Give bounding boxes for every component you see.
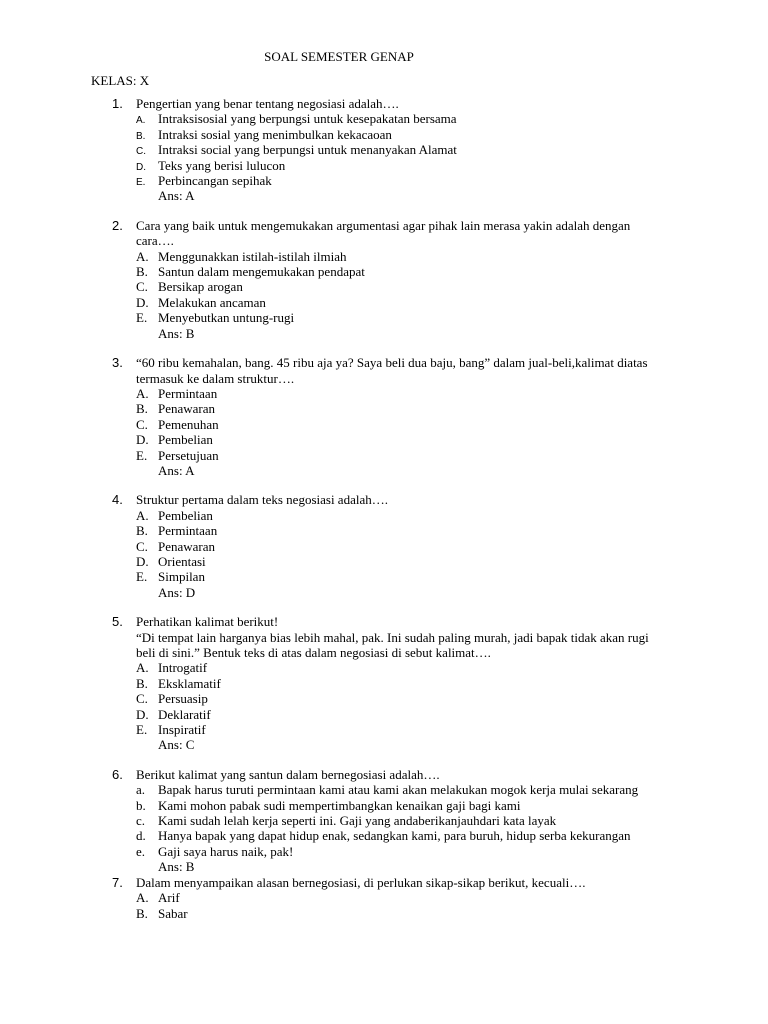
option-list [0, 111, 768, 188]
question-text: Perhatikan kalimat berikut! [136, 614, 279, 630]
answer-key: Ans: D [158, 584, 196, 600]
question-3 [0, 355, 768, 478]
option-letter: E. [136, 447, 148, 463]
option-item [0, 279, 768, 294]
option-item [0, 828, 768, 843]
option-text: Bersikap arogan [158, 279, 243, 295]
question-number: 1. [112, 96, 123, 111]
answer-key: Ans: B [158, 325, 195, 341]
option-text: Melakukan ancaman [158, 294, 266, 310]
option-item [0, 813, 768, 828]
option-letter: B. [136, 905, 148, 921]
question-quote: “Di tempat lain harganya bias lebih mahal, pak. Ini sudah paling murah, jadi bapak tidak akan rugi beli di sini.” Bentuk teks di atas dalam negosiasi di sebut kalimat…. [136, 629, 649, 660]
option-item [0, 782, 768, 797]
option-item [0, 798, 768, 813]
option-text: Persetujuan [158, 447, 219, 463]
option-text: Bapak harus turuti permintaan kami atau kami akan melakukan mogok kerja mulai sekarang [158, 782, 639, 798]
option-letter: C. [136, 691, 148, 707]
option-text: Sabar [158, 905, 188, 921]
option-item [0, 432, 768, 447]
option-item [0, 523, 768, 538]
answer-key: Ans: A [158, 462, 195, 478]
option-letter: B. [136, 523, 148, 539]
option-letter: B. [136, 401, 148, 417]
option-letter: C. [136, 538, 148, 554]
option-text: Menyebutkan untung-rugi [158, 310, 295, 326]
option-text: Intraksi sosial yang menimbulkan kekacaoan [158, 126, 392, 142]
option-text: Kami mohon pabak sudi mempertimbangkan kenaikan gaji bagi kami [158, 797, 521, 813]
option-text: Permintaan [158, 385, 218, 401]
option-item [0, 676, 768, 691]
option-text: Intraksi social yang berpungsi untuk menanyakan Alamat [158, 142, 457, 158]
option-letter: B. [136, 130, 146, 142]
option-item [0, 844, 768, 859]
question-6 [0, 767, 768, 875]
option-text: Arif [158, 890, 180, 906]
option-item [0, 401, 768, 416]
option-letter: C. [136, 416, 148, 432]
option-text: Penawaran [158, 401, 216, 417]
option-letter: A. [136, 248, 149, 264]
option-text: Persuasip [158, 691, 208, 707]
option-text: Simpilan [158, 569, 205, 585]
question-2 [0, 218, 768, 341]
option-item [0, 448, 768, 463]
class-label: KELAS: X [91, 73, 150, 88]
option-list [0, 890, 768, 921]
question-text: “60 ribu kemahalan, bang. 45 ribu aja ya? Saya beli dua baju, bang” dalam jual-beli,kalimat diatas termasuk ke dalam struktur…. [136, 355, 648, 386]
option-letter: e. [136, 843, 146, 859]
option-letter: B. [136, 675, 148, 691]
option-item [0, 173, 768, 188]
option-text: Inspiratif [158, 722, 206, 738]
question-text: Struktur pertama dalam teks negosiasi adalah…. [136, 492, 388, 508]
question-7 [0, 875, 768, 921]
option-text: Deklaratif [158, 706, 211, 722]
option-item [0, 508, 768, 523]
option-text: Permintaan [158, 523, 218, 539]
option-item [0, 569, 768, 584]
option-list [0, 249, 768, 326]
question-number: 6. [112, 766, 123, 782]
option-text: Santun dalam mengemukakan pendapat [158, 264, 365, 280]
question-1 [0, 96, 768, 204]
option-letter: d. [136, 828, 146, 844]
answer-key: Ans: B [158, 859, 195, 875]
option-text: Gaji saya harus naik, pak! [158, 843, 294, 859]
option-letter: c. [136, 813, 146, 829]
option-list [0, 782, 768, 859]
option-letter: A. [136, 890, 149, 906]
option-letter: a. [136, 782, 146, 798]
option-text: Eksklamatif [158, 675, 221, 691]
option-item [0, 539, 768, 554]
option-text: Pembelian [158, 432, 213, 448]
option-text: Teks yang berisi lulucon [158, 157, 286, 173]
option-text: Kami sudah lelah kerja seperti ini. Gaji yang andaberikanjauhdari kata layak [158, 813, 557, 829]
option-letter: E. [136, 310, 148, 326]
option-list [0, 660, 768, 737]
question-list [0, 96, 768, 921]
option-text: Perbincangan sepihak [158, 173, 272, 189]
option-item [0, 249, 768, 264]
option-letter: A. [136, 385, 149, 401]
question-number: 4. [112, 492, 123, 508]
option-letter: A. [136, 115, 146, 127]
option-letter: E. [136, 569, 148, 585]
option-letter: C. [136, 279, 148, 295]
answer-key: Ans: C [158, 737, 195, 753]
question-text: Dalam menyampaikan alasan bernegosiasi, di perlukan sikap-sikap berikut, kecuali…. [136, 874, 586, 890]
option-text: Pemenuhan [158, 416, 219, 432]
option-item [0, 386, 768, 401]
option-list [0, 386, 768, 463]
option-letter: B. [136, 264, 148, 280]
option-text: Hanya bapak yang dapat hidup enak, sedangkan kami, para buruh, hidup serba kekurangan [158, 828, 631, 844]
option-list [0, 508, 768, 585]
option-item [0, 264, 768, 279]
question-text: Cara yang baik untuk mengemukakan argumentasi agar pihak lain merasa yakin adalah dengan cara…. [136, 217, 631, 249]
option-text: Menggunakkan istilah-istilah ilmiah [158, 248, 347, 264]
option-item [0, 554, 768, 569]
option-item [0, 722, 768, 737]
option-item [0, 890, 768, 905]
option-letter: A. [136, 507, 149, 523]
question-number: 7. [112, 874, 123, 890]
option-text: Introgatif [158, 660, 208, 676]
question-4 [0, 492, 768, 600]
option-item [0, 111, 768, 126]
option-item [0, 142, 768, 157]
question-text: Pengertian yang benar tentang negosiasi adalah…. [136, 96, 399, 111]
option-letter: D. [136, 553, 149, 569]
option-letter: D. [136, 706, 149, 722]
option-text: Intraksisosial yang berpungsi untuk kesepakatan bersama [158, 111, 457, 127]
option-item [0, 295, 768, 310]
option-text: Orientasi [158, 553, 206, 569]
option-item [0, 707, 768, 722]
answer-key: Ans: A [158, 188, 195, 204]
question-number: 2. [112, 217, 123, 233]
document-title: SOAL SEMESTER GENAP [264, 49, 414, 64]
option-item [0, 417, 768, 432]
option-item [0, 310, 768, 325]
option-letter: D. [136, 161, 146, 173]
option-item [0, 660, 768, 675]
option-item [0, 158, 768, 173]
question-number: 3. [112, 355, 123, 371]
option-text: Penawaran [158, 538, 216, 554]
question-text: Berikut kalimat yang santun dalam bernegosiasi adalah…. [136, 766, 440, 782]
option-item [0, 691, 768, 706]
option-letter: b. [136, 797, 146, 813]
option-text: Pembelian [158, 507, 213, 523]
option-letter: D. [136, 432, 149, 448]
option-item [0, 906, 768, 921]
option-letter: E. [136, 177, 146, 189]
option-letter: A. [136, 660, 149, 676]
option-item [0, 127, 768, 142]
question-number: 5. [112, 614, 123, 630]
question-5 [0, 614, 768, 753]
option-letter: E. [136, 722, 148, 738]
option-letter: D. [136, 294, 149, 310]
option-letter: C. [136, 146, 146, 158]
